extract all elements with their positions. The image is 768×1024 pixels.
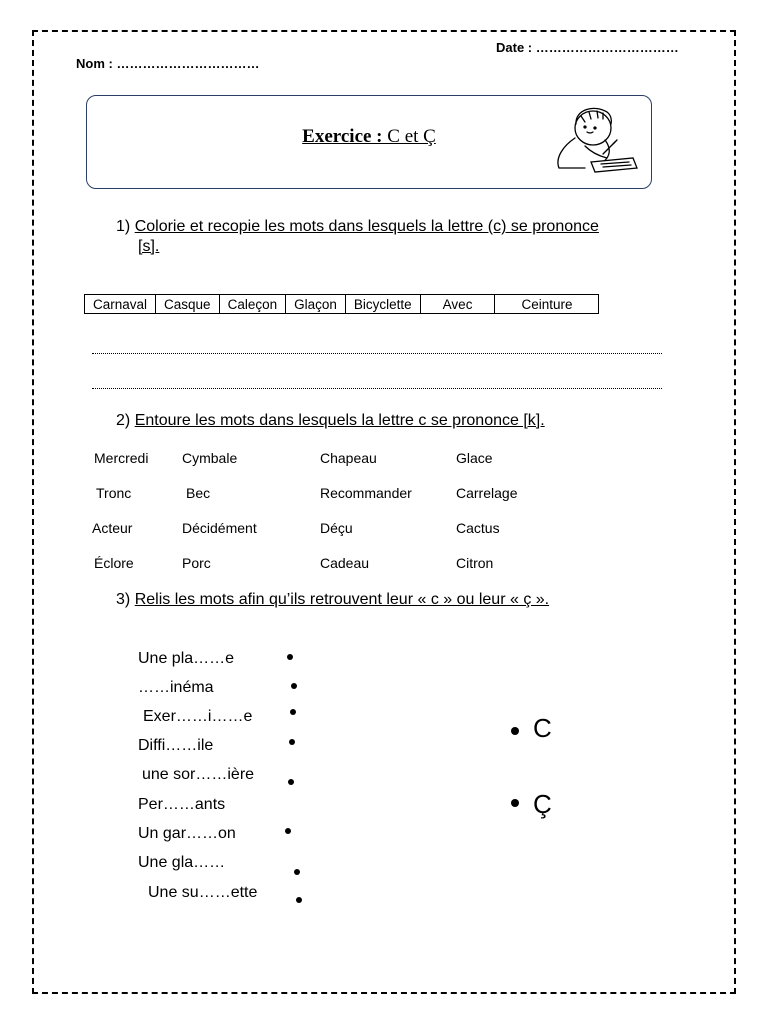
- match-dot[interactable]: [285, 828, 291, 834]
- word-item[interactable]: Recommander: [320, 485, 412, 501]
- word-item[interactable]: Tronc: [96, 485, 132, 501]
- exercise1-word-table: [84, 294, 599, 314]
- match-word: Un gar……on: [138, 825, 236, 842]
- title-topic: C et Ç: [382, 126, 436, 147]
- target-letter-c-cedilla: Ç: [533, 789, 552, 819]
- target-dot-c[interactable]: [511, 727, 519, 735]
- match-word: Une gla……: [138, 854, 226, 871]
- match-word: Per……ants: [138, 796, 226, 813]
- word-cell[interactable]: Casque: [156, 295, 220, 314]
- match-word: Diffi……ile: [138, 737, 214, 754]
- match-word: Exer……i……e: [143, 708, 253, 725]
- match-dot[interactable]: [290, 709, 296, 715]
- exercise2-heading: [116, 412, 545, 430]
- word-cell[interactable]: Carnaval: [85, 295, 156, 314]
- word-item[interactable]: Cactus: [456, 520, 500, 536]
- word-item[interactable]: Carrelage: [456, 485, 518, 501]
- exercise1-instruction: Colorie et recopie les mots dans lesquels la lettre (c) se prononce: [134, 218, 599, 235]
- word-item[interactable]: Porc: [182, 555, 211, 571]
- match-word: Une pla……e: [138, 650, 235, 667]
- word-cell[interactable]: Glaçon: [286, 295, 346, 314]
- word-item[interactable]: Cymbale: [182, 450, 238, 466]
- match-dot[interactable]: [296, 897, 302, 903]
- match-dot[interactable]: [287, 654, 293, 660]
- word-item[interactable]: Bec: [186, 485, 211, 501]
- word-item[interactable]: Acteur: [92, 520, 133, 536]
- exercise3-instruction: Relis les mots afin qu’ils retrouvent leur « c » ou leur « ç ».: [134, 591, 550, 608]
- word-item[interactable]: Décidément: [182, 520, 257, 536]
- exercise1-number: 1): [116, 218, 131, 235]
- date-field: Date : ……………………………: [496, 40, 679, 55]
- word-item[interactable]: Cadeau: [320, 555, 370, 571]
- word-item[interactable]: Éclore: [94, 555, 134, 571]
- match-dot[interactable]: [291, 683, 297, 689]
- exercise2-instruction: Entoure les mots dans lesquels la lettre c se prononce [k].: [134, 412, 545, 429]
- exercise2-number: 2): [116, 412, 131, 429]
- exercise1-instruction-cont: [s].: [138, 238, 160, 255]
- word-cell[interactable]: Bicyclette: [345, 295, 420, 314]
- answer-line[interactable]: [92, 353, 662, 354]
- exercise1-heading-line2: [138, 238, 159, 256]
- match-word: Une su……ette: [148, 884, 258, 901]
- target-dot-c-cedilla[interactable]: [511, 799, 519, 807]
- word-item[interactable]: Citron: [456, 555, 494, 571]
- word-cell[interactable]: Avec: [420, 295, 495, 314]
- word-cell[interactable]: Caleçon: [219, 295, 286, 314]
- match-dot[interactable]: [294, 869, 300, 875]
- exercise3-number: 3): [116, 591, 131, 608]
- title-box: [86, 95, 652, 189]
- match-dot[interactable]: [289, 739, 295, 745]
- child-writing-icon: [545, 102, 641, 180]
- name-field: Nom : ……………………………: [76, 56, 260, 71]
- word-item[interactable]: Mercredi: [94, 450, 149, 466]
- word-item[interactable]: Chapeau: [320, 450, 377, 466]
- word-item[interactable]: Déçu: [320, 520, 353, 536]
- word-item[interactable]: Glace: [456, 450, 493, 466]
- table-row: [85, 295, 599, 314]
- answer-line[interactable]: [92, 388, 662, 389]
- exercise1-heading: [116, 218, 599, 236]
- exercise3-heading: [116, 591, 549, 609]
- word-cell[interactable]: Ceinture: [495, 295, 599, 314]
- title-exercise-label: Exercice :: [302, 126, 383, 147]
- target-letter-c: C: [533, 713, 552, 743]
- match-dot[interactable]: [288, 779, 294, 785]
- match-word: ……inéma: [138, 679, 214, 696]
- match-word: une sor……ière: [142, 766, 255, 783]
